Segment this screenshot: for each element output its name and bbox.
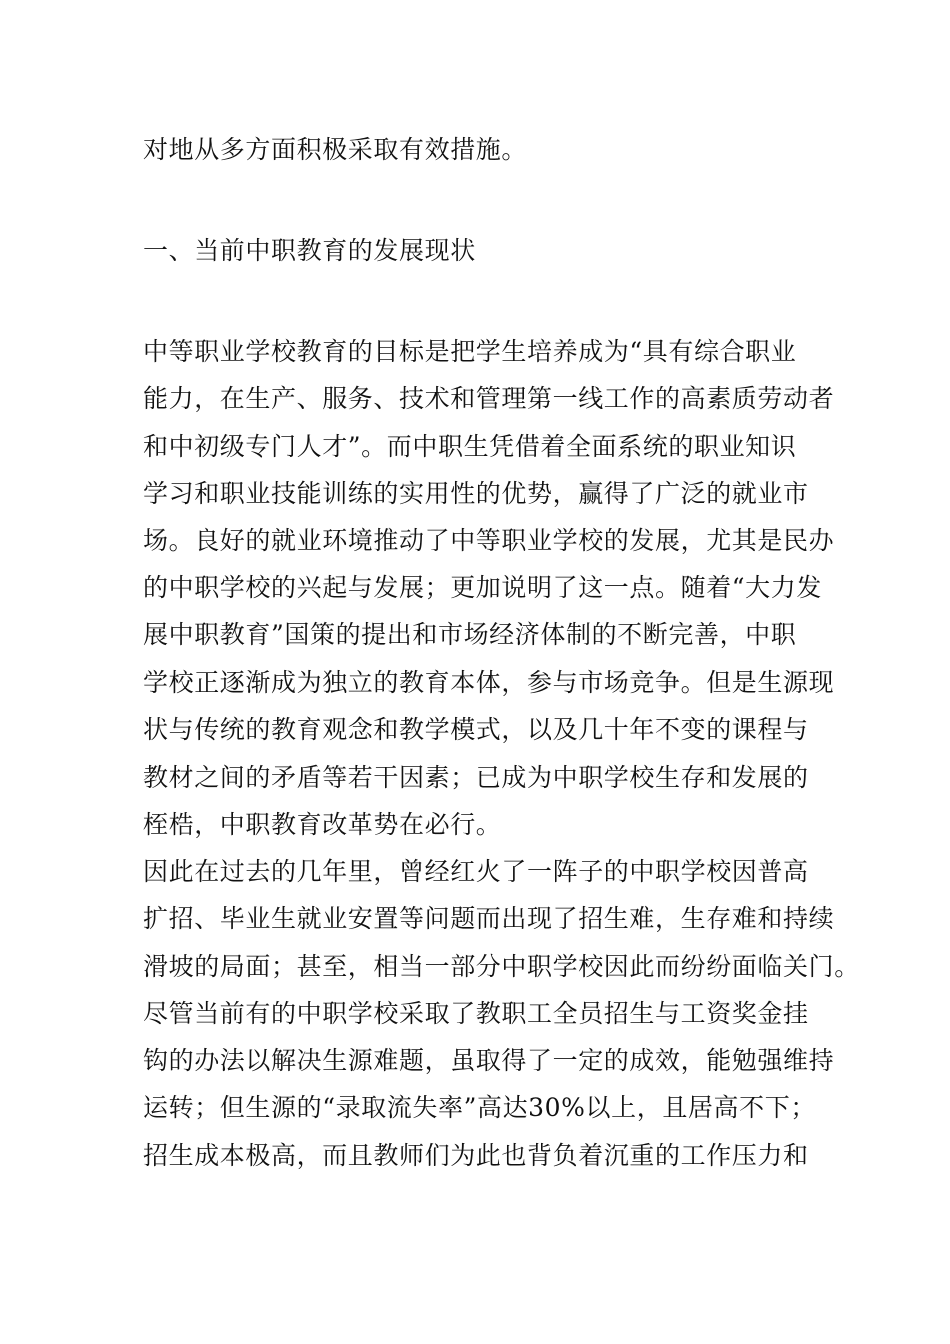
- section-heading: 一、当前中职教育的发展现状: [143, 236, 476, 265]
- paragraph-line: 因此在过去的几年里，曾经红火了一阵子的中职学校因普高: [143, 857, 809, 886]
- opening-line: 对地从多方面积极采取有效措施。: [143, 135, 528, 164]
- paragraph-line: 招生成本极高，而且教师们为此也背负着沉重的工作压力和: [143, 1141, 809, 1170]
- paragraph-line: 教材之间的矛盾等若干因素；已成为中职学校生存和发展的: [143, 763, 809, 792]
- paragraph-line: 展中职教育”国策的提出和市场经济体制的不断完善，中职: [143, 620, 797, 649]
- paragraph-line: 桎梏，中职教育改革势在必行。: [143, 810, 502, 839]
- paragraph-line: 的中职学校的兴起与发展；更加说明了这一点。随着“大力发: [143, 573, 822, 602]
- paragraph-line: 和中初级专门人才”。而中职生凭借着全面系统的职业知识: [143, 432, 797, 461]
- paragraph-line: 学习和职业技能训练的实用性的优势，赢得了广泛的就业市: [143, 479, 809, 508]
- paragraph-line: 滑坡的局面；甚至，相当一部分中职学校因此而纷纷面临关门。: [143, 952, 860, 981]
- paragraph-line: 中等职业学校教育的目标是把学生培养成为“具有综合职业: [143, 337, 797, 366]
- paragraph-line: 扩招、毕业生就业安置等问题而出现了招生难，生存难和持续: [143, 904, 835, 933]
- paragraph-line: 钩的办法以解决生源难题，虽取得了一定的成效，能勉强维持: [143, 1046, 835, 1075]
- paragraph-line: 状与传统的教育观念和教学模式，以及几十年不变的课程与: [143, 715, 809, 744]
- paragraph-line: 学校正逐渐成为独立的教育本体，参与市场竞争。但是生源现: [143, 668, 835, 697]
- paragraph-line: 运转；但生源的“录取流失率”高达30%以上，且居高不下；: [143, 1093, 816, 1122]
- paragraph-line: 场。良好的就业环境推动了中等职业学校的发展，尤其是民办: [143, 526, 835, 555]
- paragraph-line: 能力，在生产、服务、技术和管理第一线工作的高素质劳动者: [143, 384, 835, 413]
- paragraph-line: 尽管当前有的中职学校采取了教职工全员招生与工资奖金挂: [143, 999, 809, 1028]
